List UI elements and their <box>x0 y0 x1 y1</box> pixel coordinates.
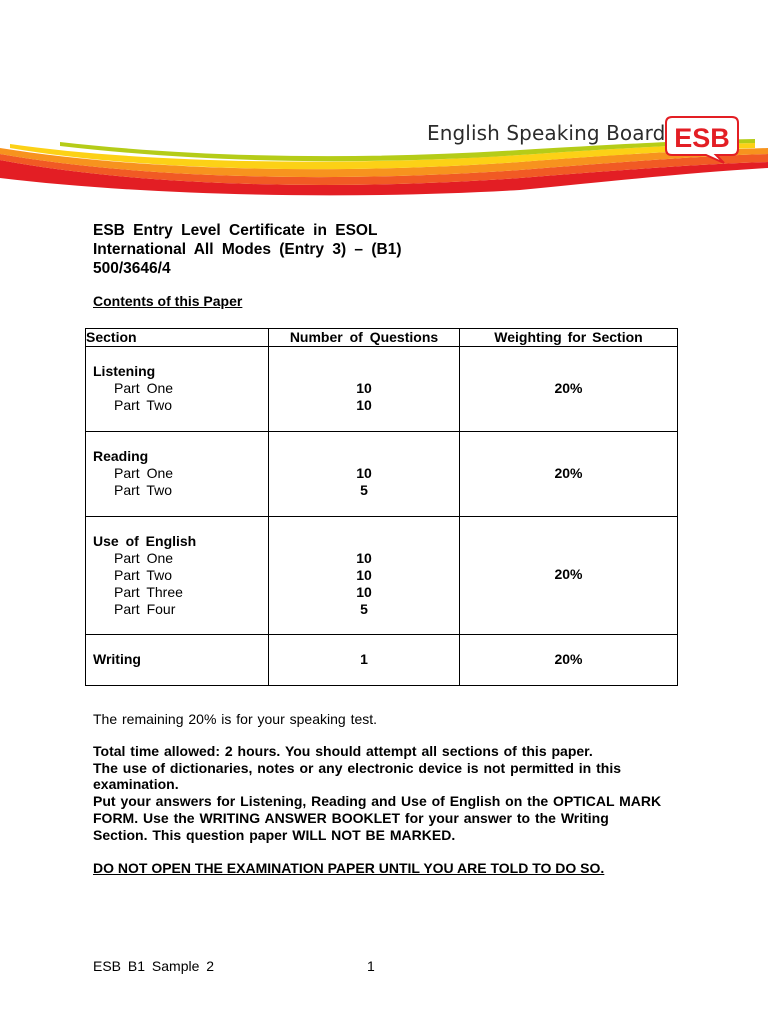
contents-table <box>85 328 678 686</box>
document-title <box>93 221 453 278</box>
section-cell <box>86 517 269 635</box>
question-count: 5 <box>360 601 368 617</box>
part-label: Part One <box>114 380 174 396</box>
section-name: Reading <box>93 448 149 464</box>
weighting-value: 20% <box>554 465 583 481</box>
table-row-use-of-english <box>86 517 678 635</box>
part-label: Part One <box>114 550 174 566</box>
answers-note: Put your answers for Listening, Reading and Use of English on the OPTICAL MARK FORM. Use the WRITING ANSWER BOOKLET for your answer to the Writing Section. This question paper WILL NOT BE MARKED. <box>93 793 662 843</box>
weighting-value: 20% <box>554 566 583 582</box>
part-label: Part Two <box>114 482 172 498</box>
weighting-cell <box>460 347 678 432</box>
weighting-cell <box>460 432 678 517</box>
weighting-cell <box>460 517 678 635</box>
question-count: 10 <box>356 550 372 566</box>
section-name: Use of English <box>93 533 197 549</box>
questions-cell <box>269 432 460 517</box>
question-count: 5 <box>360 482 368 498</box>
weighting-value: 20% <box>554 651 583 667</box>
speaking-test-note: The remaining 20% is for your speaking test. <box>93 711 378 727</box>
contents-heading: Contents of this Paper <box>93 293 243 309</box>
section-cell <box>86 635 269 686</box>
time-allowed-note: Total time allowed: 2 hours. You should attempt all sections of this paper. <box>93 742 593 759</box>
header-stripes <box>0 100 768 210</box>
table-row-reading <box>86 432 678 517</box>
title-line-2: International All Modes (Entry 3) – (B1) <box>93 241 402 258</box>
questions-cell <box>269 517 460 635</box>
table-row-writing <box>86 635 678 686</box>
section-name: Listening <box>93 363 156 379</box>
part-label: Part Two <box>114 397 172 413</box>
esb-logo <box>664 115 740 165</box>
question-count: 10 <box>356 567 372 583</box>
instructions <box>93 711 665 844</box>
header-section: Section <box>86 329 269 347</box>
question-count: 10 <box>356 584 372 600</box>
logo-text: ESB <box>674 123 730 153</box>
questions-cell <box>269 635 460 686</box>
question-count: 10 <box>356 380 372 396</box>
page-number: 1 <box>367 958 375 974</box>
dictionaries-note: The use of dictionaries, notes or any electronic device is not permitted in this examination. <box>93 759 622 793</box>
footer-label: ESB B1 Sample 2 <box>93 958 215 974</box>
title-line-3: 500/3646/4 <box>93 260 171 277</box>
header-questions: Number of Questions <box>269 329 460 347</box>
header-weighting: Weighting for Section <box>460 329 678 347</box>
part-label: Part Three <box>114 584 183 600</box>
brand-name: English Speaking Board <box>427 121 666 145</box>
part-label: Part Four <box>114 601 176 617</box>
table-row-listening <box>86 347 678 432</box>
part-label: Part One <box>114 465 174 481</box>
question-count: 1 <box>360 651 368 667</box>
title-line-1: ESB Entry Level Certificate in ESOL <box>93 222 378 239</box>
do-not-open-warning: DO NOT OPEN THE EXAMINATION PAPER UNTIL YOU ARE TOLD TO DO SO. <box>93 860 605 876</box>
section-name: Writing <box>93 651 141 667</box>
question-count: 10 <box>356 397 372 413</box>
section-cell <box>86 432 269 517</box>
weighting-value: 20% <box>554 380 583 396</box>
question-count: 10 <box>356 465 372 481</box>
section-cell <box>86 347 269 432</box>
weighting-cell <box>460 635 678 686</box>
table-header-row <box>86 329 678 347</box>
part-label: Part Two <box>114 567 172 583</box>
questions-cell <box>269 347 460 432</box>
